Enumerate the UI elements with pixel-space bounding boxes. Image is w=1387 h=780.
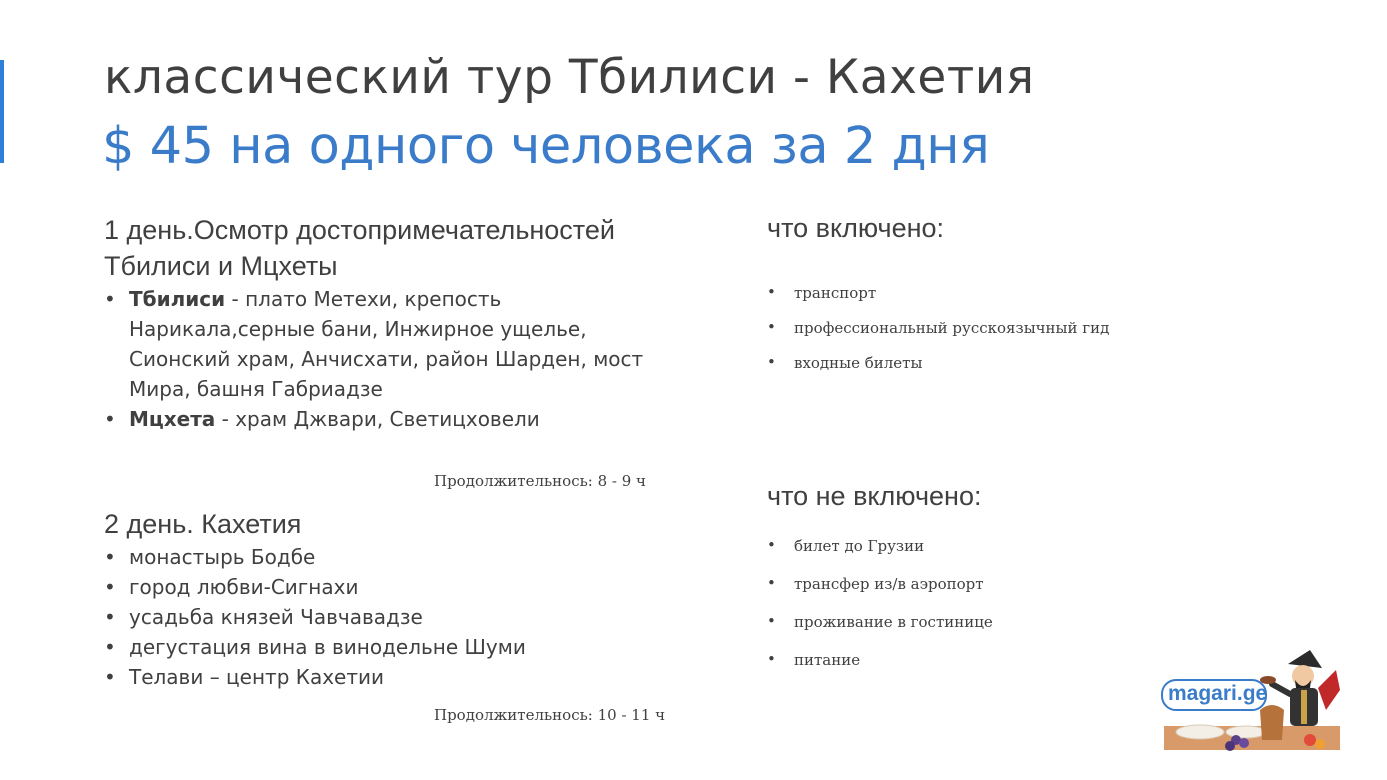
list-item: • входные билеты — [767, 353, 923, 372]
bullet-icon: • — [104, 605, 116, 629]
bullet-icon: • — [104, 545, 116, 569]
bullet-icon: • — [767, 536, 776, 554]
day2-duration: Продолжительнось: 10 - 11 ч — [434, 706, 666, 724]
list-item: • Телави – центр Кахетии — [104, 662, 526, 692]
bullet-icon: • — [104, 635, 116, 659]
list-item: • билет до Грузии — [767, 536, 925, 555]
bullet-icon: • — [104, 575, 116, 599]
list-item: • монастырь Бодбе — [104, 542, 526, 572]
bullet-icon: • — [104, 665, 116, 689]
day1-list — [104, 284, 643, 434]
included-list — [767, 284, 1109, 372]
list-item: • Тбилиси - плато Метехи, крепость Нарикала,серные бани, Инжирное ущелье, Сионский храм, Анчисхати, район Шарден, мост Мира, башня Габриадзе — [104, 284, 643, 404]
list-item: • трансфер из/в аэропорт — [767, 574, 984, 593]
page-subtitle-price: $ 45 на одного человека за 2 дня — [102, 117, 990, 176]
list-item: • Мцхета - храм Джвари, Светицховели — [104, 404, 643, 434]
item-name: Тбилиси — [129, 287, 226, 311]
day1-heading-line2: Тбилиси и Мцхеты — [104, 251, 338, 281]
day1-heading — [104, 212, 615, 284]
day1-heading-line1: 1 день.Осмотр достопримечательностей — [104, 215, 615, 245]
day2-list — [104, 542, 526, 692]
bullet-icon: • — [767, 612, 776, 630]
bullet-icon: • — [104, 287, 116, 311]
accent-bar — [0, 60, 4, 163]
list-item: • проживание в гостинице — [767, 612, 993, 631]
page-title: классический тур Тбилиси - Кахетия — [104, 50, 1035, 105]
magari-logo — [1160, 640, 1344, 752]
list-item: • профессиональный русскоязычный гид — [767, 318, 1110, 337]
day1-duration: Продолжительнось: 8 - 9 ч — [434, 472, 646, 490]
bullet-icon: • — [104, 407, 116, 431]
item-name: Мцхета — [129, 407, 216, 431]
list-item: • питание — [767, 650, 861, 669]
bullet-icon: • — [767, 318, 776, 336]
not-included-list — [767, 537, 993, 669]
included-heading: что включено: — [767, 213, 945, 243]
bullet-icon: • — [767, 283, 776, 301]
list-item: • дегустация вина в винодельне Шуми — [104, 632, 526, 662]
list-item: • транспорт — [767, 283, 877, 302]
list-item: • город любви-Сигнахи — [104, 572, 526, 602]
day2-heading: 2 день. Кахетия — [104, 509, 302, 539]
bullet-icon: • — [767, 650, 776, 668]
not-included-heading: что не включено: — [767, 481, 982, 511]
bullet-icon: • — [767, 574, 776, 592]
list-item: • усадьба князей Чавчавадзе — [104, 602, 526, 632]
bullet-icon: • — [767, 353, 776, 371]
logo-text: magari.ge — [1168, 682, 1268, 705]
